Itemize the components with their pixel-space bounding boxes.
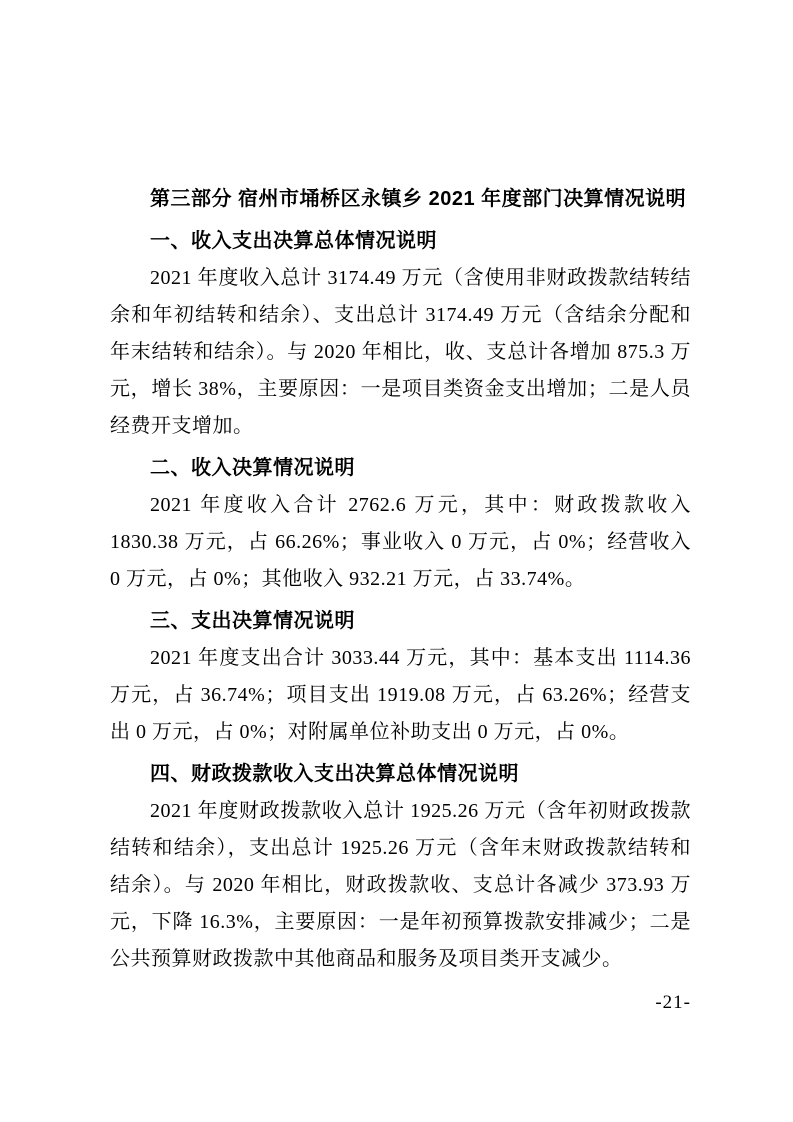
section-heading-income-expenditure-overall: 一、收入支出决算总体情况说明 <box>150 230 437 252</box>
section-heading-income-statement: 二、收入决算情况说明 <box>150 457 355 479</box>
section-paragraph-income-expenditure-overall: 2021 年度收入总计 3174.49 万元（含使用非财政拨款结转结余和年初结转和结余）、支出总计 3174.49 万元（含结余分配和年末结转和结余）。与 2020 年相比，收、支总计各增加 875.3 万元，增长 38%，主要原因：一是项目类资金支出增加；二是人员经费开支增加。 <box>110 267 691 437</box>
section-heading-fiscal-appropriation-overall: 四、财政拨款收入支出决算总体情况说明 <box>150 763 519 785</box>
section-paragraph-fiscal-appropriation-overall: 2021 年度财政拨款收入总计 1925.26 万元（含年初财政拨款结转和结余），支出总计 1925.26 万元（含年末财政拨款结转和结余）。与 2020 年相比，财政拨款收、支总计各减少 373.93 万元，下降 16.3%，主要原因：一是年初预算拨款安排减少；二是公共预算财政拨款中其他商品和服务及项目类开支减少。 <box>110 800 691 970</box>
section-paragraph-expenditure-statement: 2021 年度支出合计 3033.44 万元，其中：基本支出 1114.36 万元，占 36.74%；项目支出 1919.08 万元，占 63.26%；经营支出 0 万元，占 0%；对附属单位补助支出 0 万元，占 0%。 <box>110 647 691 743</box>
page-number: -21- <box>655 992 691 1013</box>
section-paragraph-income-statement: 2021 年度收入合计 2762.6 万元，其中：财政拨款收入 1830.38 万元，占 66.26%；事业收入 0 万元，占 0%；经营收入 0 万元，占 0%；其他收入 932.21 万元，占 33.74%。 <box>110 494 691 590</box>
document-title: 第三部分 宿州市埇桥区永镇乡 2021 年度部门决算情况说明 <box>150 188 687 210</box>
section-heading-expenditure-statement: 三、支出决算情况说明 <box>150 610 355 632</box>
